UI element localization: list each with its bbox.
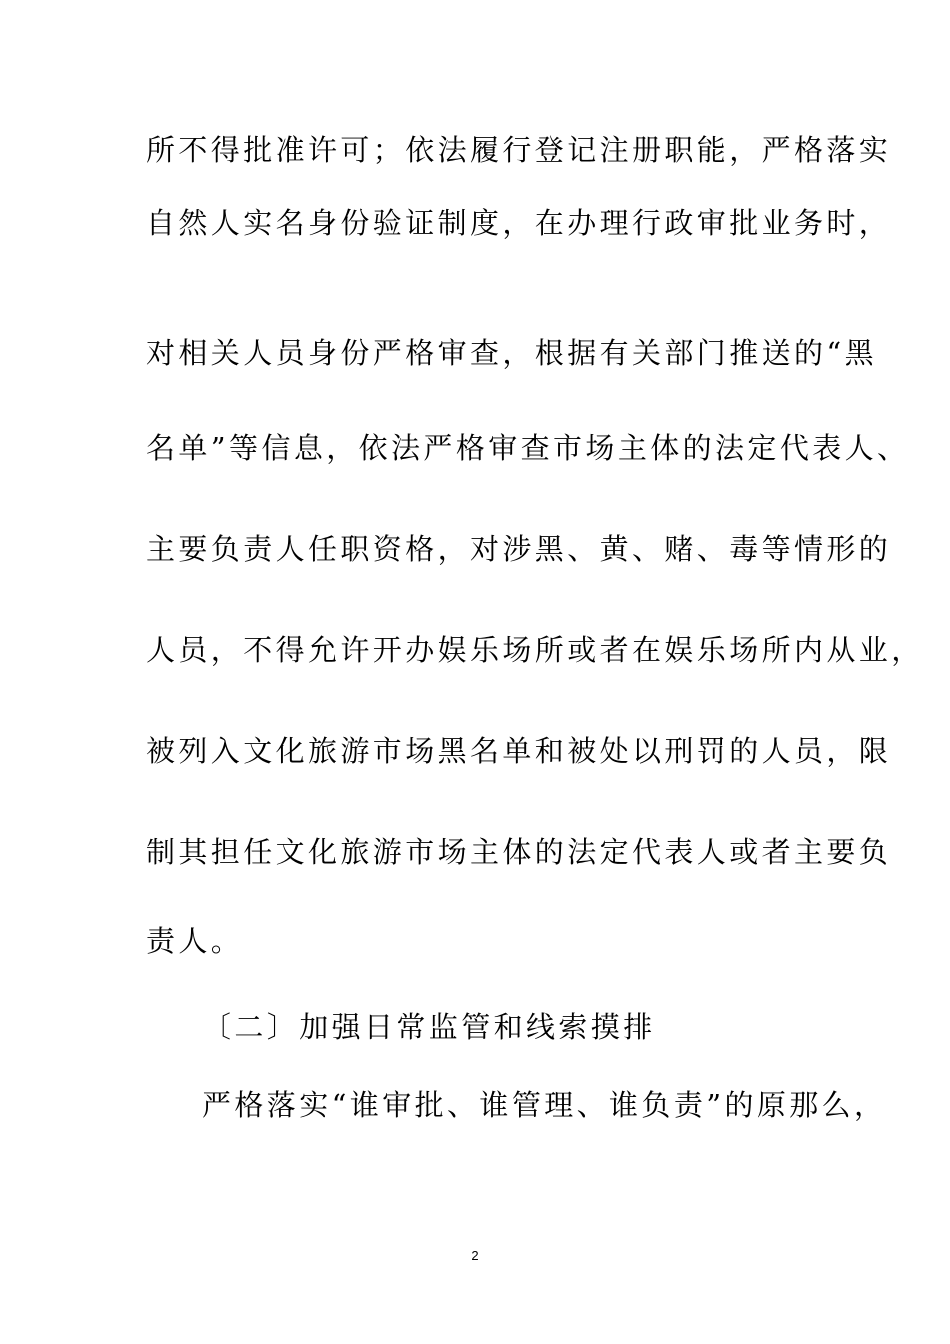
body-text-line: 被列入文化旅游市场黑名单和被处以刑罚的人员，限 xyxy=(146,734,892,768)
body-text-line: 制其担任文化旅游市场主体的法定代表人或者主要负 xyxy=(146,835,892,869)
body-text-line: 名单”等信息，依法严格审查市场主体的法定代表人、 xyxy=(146,431,910,465)
body-text-line: 主要负责人任职资格，对涉黑、黄、赌、毒等情形的 xyxy=(146,532,892,566)
body-text-line: 所不得批准许可；依法履行登记注册职能，严格落实 xyxy=(146,133,892,167)
body-text-line: 人员，不得允许开办娱乐场所或者在娱乐场所内从业， xyxy=(146,633,924,667)
body-text-line: 对相关人员身份严格审查，根据有关部门推送的“黑 xyxy=(146,336,878,370)
body-text-line: 责人。 xyxy=(146,924,244,958)
section-heading: 〔二〕加强日常监管和线索摸排 xyxy=(202,1010,656,1044)
paragraph-start-line: 严格落实“谁审批、谁管理、谁负责”的原那么， xyxy=(202,1088,887,1122)
body-text-line: 自然人实名身份验证制度，在办理行政审批业务时， xyxy=(146,206,892,240)
page-number: 2 xyxy=(471,1248,479,1263)
